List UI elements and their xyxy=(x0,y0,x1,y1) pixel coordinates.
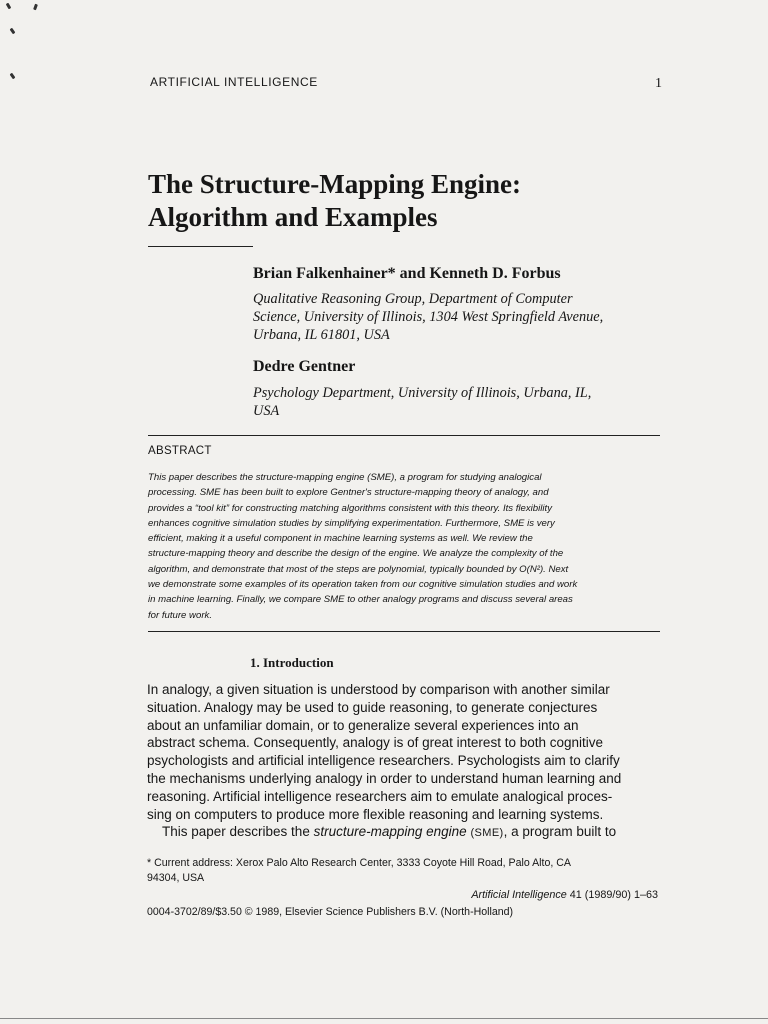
journal-name: Artificial Intelligence xyxy=(471,889,567,901)
body-text-fragment: , a program built to xyxy=(503,824,617,840)
body-line: sing on computers to produce more flexible reasoning and learning systems. xyxy=(147,806,604,822)
body-line: reasoning. Artificial intelligence researchers aim to emulate analogical proces- xyxy=(147,788,613,804)
introduction-body xyxy=(147,681,660,843)
scan-artifact-mark xyxy=(10,73,16,80)
journal-volume: 41 (1989/90) 1–63 xyxy=(566,889,658,901)
sme-abbreviation: (SME) xyxy=(470,827,504,840)
abstract-line: in machine learning. Finally, we compare SME to other analogy programs and discuss several areas xyxy=(148,594,573,606)
paper-title xyxy=(148,168,668,234)
affiliation-line: Qualitative Reasoning Group, Department of Computer xyxy=(253,291,573,307)
affiliation-2 xyxy=(253,384,673,420)
footnote-line: 94304, USA xyxy=(147,872,205,884)
body-line: situation. Analogy may be used to guide reasoning, to generate conjectures xyxy=(147,699,598,715)
abstract-line: for future work. xyxy=(148,609,212,621)
body-line: In analogy, a given situation is understood by comparison with another similar xyxy=(147,682,610,697)
abstract-top-rule xyxy=(148,435,660,436)
affiliation-line: Urbana, IL 61801, USA xyxy=(253,327,390,343)
abstract-line: algorithm, and demonstrate that most of the steps are polynomial, typically bounded by O(N²). Next xyxy=(148,563,569,575)
abstract-heading: ABSTRACT xyxy=(148,445,212,457)
abstract-bottom-rule xyxy=(148,631,660,632)
footnote-line: * Current address: Xerox Palo Alto Research Center, 3333 Coyote Hill Road, Palo Alto, CA xyxy=(147,857,571,869)
body-line: abstract schema. Consequently, analogy is of great interest to both cognitive xyxy=(147,735,604,751)
abstract-body xyxy=(148,470,660,623)
scan-artifact-mark xyxy=(6,3,12,10)
scan-artifact-mark xyxy=(10,28,16,35)
abstract-line: This paper describes the structure-mapping engine (SME), a program for studying analogical xyxy=(148,472,542,483)
body-line: about an unfamiliar domain, or to generalize several experiences into an xyxy=(147,717,579,733)
abstract-line: structure-mapping theory and describe the design of the engine. We analyze the complexity of the xyxy=(148,548,564,560)
affiliation-1 xyxy=(253,290,673,344)
affiliation-line: Psychology Department, University of Illinois, Urbana, IL, xyxy=(253,385,592,401)
title-line: Algorithm and Examples xyxy=(148,202,438,232)
abstract-line: efficient, making it a useful component in machine learning systems as well. We review the xyxy=(148,533,533,545)
page-bottom-edge xyxy=(0,1018,768,1019)
scan-artifact-mark xyxy=(33,4,38,11)
body-text-fragment: This paper describes the xyxy=(162,824,314,840)
body-line: psychologists and artificial intelligence researchers. Psychologists aim to clarify xyxy=(147,753,620,769)
author-name-2: Dedre Gentner xyxy=(253,358,356,375)
body-line-indented xyxy=(147,824,616,839)
abstract-line: we demonstrate some examples of its operation taken from our cognitive simulation studies and work xyxy=(148,579,578,591)
affiliation-line: Science, University of Illinois, 1304 West Springfield Avenue, xyxy=(253,309,604,325)
sme-term: structure-mapping engine xyxy=(313,824,467,840)
author-names: Brian Falkenhainer* and Kenneth D. Forbus xyxy=(253,265,561,282)
running-head: ARTIFICIAL INTELLIGENCE xyxy=(150,75,318,89)
body-line: the mechanisms underlying analogy in order to understand human learning and xyxy=(147,770,622,786)
affiliation-line: USA xyxy=(253,403,280,419)
page-number: 1 xyxy=(655,76,662,91)
abstract-line: provides a “tool kit” for constructing matching algorithms consistent with this theory. Its flexibility xyxy=(148,502,552,514)
title-rule xyxy=(148,246,253,247)
title-line: The Structure-Mapping Engine: xyxy=(148,169,522,199)
abstract-line: processing. SME has been built to explore Gentner's structure-mapping theory of analogy, and xyxy=(148,487,549,499)
section-heading-introduction: 1. Introduction xyxy=(250,655,334,670)
journal-reference xyxy=(471,889,658,901)
copyright-line: 0004-3702/89/$3.50 © 1989, Elsevier Science Publishers B.V. (North-Holland) xyxy=(147,906,514,918)
abstract-line: enhances cognitive simulation studies by simplifying experimentation. Furthermore, SME is very xyxy=(148,517,555,529)
author-footnote xyxy=(147,856,660,886)
